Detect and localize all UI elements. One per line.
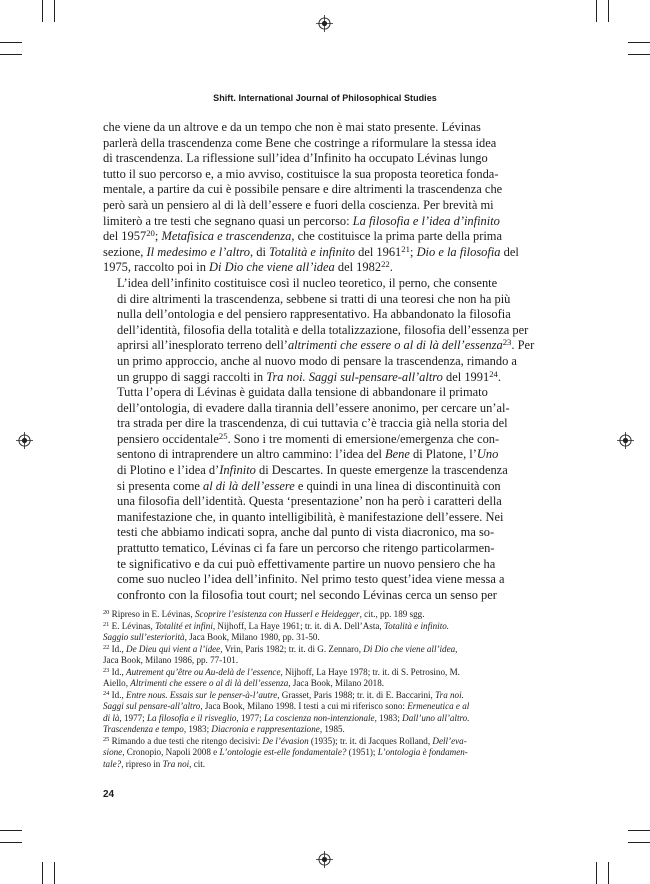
text-run: di Descartes. In queste emergenze la trascendenza <box>255 463 508 478</box>
text-run: tra strada per dire la trascendenza, di cui tuttavia c’è traccia già nella storia del <box>117 416 508 431</box>
italic-title: Dell’eva- <box>432 735 467 746</box>
body-paragraph <box>103 120 526 276</box>
text-line <box>103 307 526 323</box>
text-line <box>103 557 526 573</box>
text-line <box>103 759 526 771</box>
text-run: 1975, raccolto poi in <box>103 260 210 275</box>
text-run: Id., <box>109 643 127 654</box>
text-run: un primo approccio, anche al nuovo modo di pensare la trascendenza, rimando a <box>117 353 517 368</box>
text-run: del 1961 <box>354 244 402 259</box>
italic-title: Altrimenti che essere o al di là dell’essenza <box>130 678 289 688</box>
crop-mark <box>608 0 609 22</box>
italic-title: di là <box>103 712 120 723</box>
italic-title: Totalité et infini <box>155 620 213 631</box>
crop-mark <box>628 42 650 43</box>
text-run: ; <box>409 244 417 259</box>
text-run: , 1983; <box>374 712 403 723</box>
note-reference: 23 <box>103 666 110 674</box>
text-run: . <box>389 260 393 275</box>
crop-mark <box>596 0 597 22</box>
italic-title: Tra noi. <box>435 689 464 700</box>
italic-title: tale? <box>103 758 122 769</box>
crop-mark <box>0 842 22 843</box>
text-line <box>103 167 526 183</box>
note-reference: 24 <box>103 689 110 697</box>
text-line <box>103 276 526 292</box>
text-line <box>103 609 526 621</box>
text-line <box>103 701 526 713</box>
text-run: , Jaca Book, Milano 1998. I testi a cui mi riferisco sono: <box>200 701 408 711</box>
italic-title: Dall’uno all’altro. <box>402 712 470 723</box>
text-run: prattutto tematico, Lévinas ci fa fare un percorso che ritengo particolarmen- <box>117 541 495 556</box>
text-run: dell’identità, filosofia della totalità e della totalizzazione, filosofia dell’essenza per <box>117 322 529 337</box>
text-run: te significativo e da cui può effettivamente partire un nuovo pensiero che ha <box>117 556 496 571</box>
text-run: dell’ontologia, di evadere dalla tirannia dell’essere anonimo, per cercare un’al- <box>117 400 510 415</box>
text-run: , Jaca Book, Milano 1980, pp. 31-50. <box>184 632 320 642</box>
text-line <box>103 632 526 644</box>
body-paragraph <box>103 385 526 603</box>
text-line <box>103 401 526 417</box>
text-run: , cit. <box>189 758 206 769</box>
text-line <box>103 525 526 541</box>
italic-title: Saggio sull’esteriorità <box>103 632 185 642</box>
registration-target-icon <box>316 15 333 32</box>
text-run: sentono di intraprendere un altro cammino: l’idea del <box>117 447 386 462</box>
text-line <box>103 588 526 604</box>
text-line <box>103 655 526 667</box>
italic-title: Scoprire l’esistenza con Husserl e Heidegger <box>194 609 360 619</box>
crop-mark <box>0 42 22 43</box>
italic-title: Di Dio che viene all’idea <box>209 260 335 275</box>
registration-target-icon <box>16 432 33 449</box>
text-run: , 1977; <box>236 712 264 723</box>
text-line <box>103 644 526 656</box>
body-text <box>103 120 535 603</box>
text-run: , Vrin, Paris 1982; tr. it. di G. Zennaro, <box>220 643 364 654</box>
text-run: sezione, <box>103 244 147 259</box>
body-paragraph <box>103 275 535 385</box>
text-line <box>103 736 526 748</box>
text-run: E. Lévinas, <box>109 620 156 631</box>
text-run: . Sono i tre momenti di emersione/emergenza che con- <box>227 431 500 446</box>
text-run: aprirsi all’inesplorato terreno dell’ <box>117 338 288 353</box>
text-line <box>103 678 526 690</box>
text-run: Id., <box>109 666 127 677</box>
text-run: e quindi in una linea di discontinuità con <box>294 478 501 493</box>
text-run: , <box>455 643 458 654</box>
text-run: , che costituisce la prima parte della prima <box>291 229 503 244</box>
text-run: Ripreso in E. Lévinas, <box>109 609 195 619</box>
text-run: mentale, a partire da cui è possibile pensare e dire altrimenti la trascendenza che <box>103 182 503 197</box>
crop-mark <box>42 0 43 22</box>
text-run: , 1985. <box>319 724 345 734</box>
registration-target-icon <box>617 432 634 449</box>
text-line <box>103 322 529 339</box>
italic-title: Dio e la filosofia <box>416 244 501 259</box>
text-run: Id., <box>109 689 127 700</box>
text-line <box>103 541 526 557</box>
italic-title: al di là dell’essere <box>203 478 295 493</box>
text-line <box>103 120 526 136</box>
text-run: limiterò a tre testi che segnano quasi un percorso: <box>103 213 353 228</box>
italic-title: Uno <box>476 447 499 462</box>
italic-title: Diacronia e rappresentazione <box>211 724 320 734</box>
note-reference: 23 <box>502 337 512 348</box>
crop-mark <box>54 862 55 884</box>
text-run: Aiello, <box>103 678 131 688</box>
text-line <box>103 432 526 448</box>
text-run: come suo nucleo l’idea dell’infinito. Nel primo testo quest’idea viene messa a <box>117 572 505 587</box>
text-run: ; <box>154 229 162 244</box>
note-reference: 24 <box>489 368 498 379</box>
italic-title: L’ontologie est-elle fondamentale? <box>219 747 347 757</box>
italic-title: Autrement qu’être ou Au-delà de l’essence <box>126 666 281 677</box>
text-line <box>103 337 535 354</box>
footnote <box>103 644 526 667</box>
text-line <box>103 370 526 386</box>
footnote <box>103 621 526 644</box>
crop-mark <box>0 830 22 831</box>
crop-mark <box>608 862 609 884</box>
italic-title: Ermeneutica e al <box>407 701 470 711</box>
text-run: Rimando a due testi che ritengo decisivi: <box>109 735 263 746</box>
text-line <box>103 667 526 679</box>
text-run: Jaca Book, Milano 1986, pp. 77-101. <box>103 655 239 665</box>
running-header: Shift. International Journal of Philosophical Studies <box>213 93 437 103</box>
text-run: , 1977; <box>119 712 147 723</box>
text-line <box>103 572 526 588</box>
note-reference: 21 <box>401 243 410 254</box>
text-run: però sarà un pensiero al di là dell’essere e fuori della coscienza. Per brevità mi <box>103 197 494 212</box>
text-run: manifestazione che, in quanto intelligibilità, è manifestazione dell’essere. Nei <box>117 509 504 524</box>
italic-title: sione <box>103 747 123 757</box>
text-line <box>103 182 526 198</box>
footnote <box>103 736 526 771</box>
italic-title: Il medesimo e l’altro <box>146 244 251 259</box>
crop-mark <box>596 862 597 884</box>
note-reference: 22 <box>103 643 110 651</box>
note-reference: 25 <box>103 735 110 743</box>
italic-title: Tra noi. Saggi sul-pensare-all’altro <box>266 369 443 384</box>
italic-title: De l’évasion <box>262 735 309 746</box>
text-run: parlerà della trascendenza come Bene che costringe a riformulare la stessa idea <box>103 135 497 150</box>
text-run: , Grasset, Paris 1988; tr. it. di E. Baccarini, <box>277 689 436 700</box>
text-line <box>103 292 526 308</box>
text-line <box>103 354 526 370</box>
italic-title: Trascendenza e tempo <box>103 724 184 734</box>
text-run: tutto il suo percorso e, a mio avviso, costituisce la sua proposta teoretica fonda- <box>103 166 499 181</box>
text-run: , 1983; <box>183 724 212 734</box>
text-run: L’idea dell’infinito costituisce così il nucleo teoretico, il perno, che consente <box>117 275 498 290</box>
text-line <box>103 747 526 759</box>
crop-mark <box>42 862 43 884</box>
text-line <box>103 214 526 230</box>
text-line <box>103 229 526 245</box>
text-run: una filosofia dell’identità. Questa ‘presentazione’ non ha però i caratteri della <box>117 494 502 509</box>
text-run: , di <box>250 244 270 259</box>
italic-title: La filosofia e l’idea d’infinito <box>352 213 500 228</box>
italic-title: Totalità e infinito. <box>383 620 450 631</box>
text-run: di Plotino e l’idea d’ <box>117 463 220 478</box>
footnote <box>103 667 526 690</box>
text-line <box>103 416 526 432</box>
text-line <box>103 621 526 633</box>
crop-mark <box>628 842 650 843</box>
italic-title: L’ontologia è fondamen- <box>377 747 468 757</box>
text-line <box>103 260 526 276</box>
crop-mark <box>628 830 650 831</box>
note-reference: 20 <box>103 609 110 617</box>
text-run: confronto con la filosofia tout court; nel secondo Lévinas cerca un senso per <box>117 587 497 602</box>
text-line <box>103 713 526 725</box>
italic-title: Bene <box>385 447 410 462</box>
text-line <box>103 690 526 702</box>
text-line <box>103 510 526 526</box>
italic-title: Infinito <box>219 463 256 478</box>
footnote <box>103 690 526 736</box>
text-line <box>103 463 526 479</box>
text-run: del 1991 <box>442 369 490 384</box>
text-run: del <box>500 244 519 259</box>
text-run: (1935); tr. it. di Jacques Rolland, <box>308 735 433 746</box>
text-line <box>103 494 526 510</box>
text-line <box>103 136 526 152</box>
crop-mark <box>628 54 650 55</box>
text-line <box>103 198 526 214</box>
note-reference: 25 <box>218 430 228 441</box>
text-run: , Jaca Book, Milano 2018. <box>288 678 385 688</box>
text-run: di Platone, l’ <box>409 447 477 462</box>
italic-title: Totalità e infinito <box>269 244 355 259</box>
text-run: . Per <box>511 338 535 353</box>
text-run: che viene da un altrove e da un tempo che non è mai stato presente. Lévinas <box>103 120 481 134</box>
text-run: del 1957 <box>103 229 147 244</box>
text-run: , Cronopio, Napoli 2008 e <box>122 747 220 757</box>
text-line <box>103 245 526 261</box>
registration-target-icon <box>316 851 333 868</box>
text-run: , Nijhoff, La Haye 1961; tr. it. di A. Dell’Asta, <box>212 620 384 631</box>
text-run: nulla dell’ontologia e del pensiero rappresentativo. Ha abbandonato la filosofia <box>117 307 511 322</box>
italic-title: La coscienza non-intenzionale <box>263 712 375 723</box>
note-reference: 21 <box>103 620 110 628</box>
text-run: Tutta l’opera di Lévinas è guidata dalla tensione di abbandonare il primato <box>117 385 488 400</box>
text-line <box>103 151 526 167</box>
text-run: di dire altrimenti la trascendenza, sebbene si tratti di una teoresi che non ha più <box>117 291 511 306</box>
text-run: un gruppo di saggi raccolti in <box>117 369 267 384</box>
note-reference: 22 <box>381 259 390 270</box>
text-run: pensiero occidentale <box>117 431 219 446</box>
italic-title: Entre nous. Essais sur le penser-à-l’autre <box>126 689 278 700</box>
text-run: si presenta come <box>117 478 203 493</box>
text-line <box>103 724 526 736</box>
text-run: (1951); <box>346 747 378 757</box>
note-reference: 20 <box>146 228 155 239</box>
italic-title: Tra noi <box>162 758 190 769</box>
footnote <box>103 609 526 621</box>
text-run: , cit., pp. 189 sgg. <box>359 609 425 619</box>
italic-title: Metafisica e trascendenza <box>161 229 292 244</box>
text-run: del 1982 <box>334 260 382 275</box>
text-line <box>103 479 526 495</box>
italic-title: Di Dio che viene all’idea <box>363 643 456 654</box>
italic-title: Saggi sul pensare-all’altro <box>103 701 201 711</box>
italic-title: La filosofia e il risveglio <box>146 712 237 723</box>
page-number: 24 <box>103 789 115 800</box>
crop-mark <box>0 54 22 55</box>
text-line <box>103 385 526 401</box>
text-run: testi che abbiamo indicati sopra, anche dal punto di vista diacronico, ma so- <box>117 525 495 540</box>
text-run: . <box>497 369 502 384</box>
text-run: di trascendenza. La riflessione sull’idea d’Infinito ha occupato Lévinas lungo <box>103 151 488 166</box>
text-run: , Nijhoff, La Haye 1978; tr. it. di S. Petrosino, M. <box>280 666 460 677</box>
footnotes <box>103 609 526 770</box>
italic-title: altrimenti che essere o al di là dell’essenza <box>287 338 503 353</box>
text-line <box>103 447 526 463</box>
text-run: , ripreso in <box>121 758 163 769</box>
italic-title: De Dieu qui vient a l’idee <box>126 643 221 654</box>
crop-mark <box>54 0 55 22</box>
